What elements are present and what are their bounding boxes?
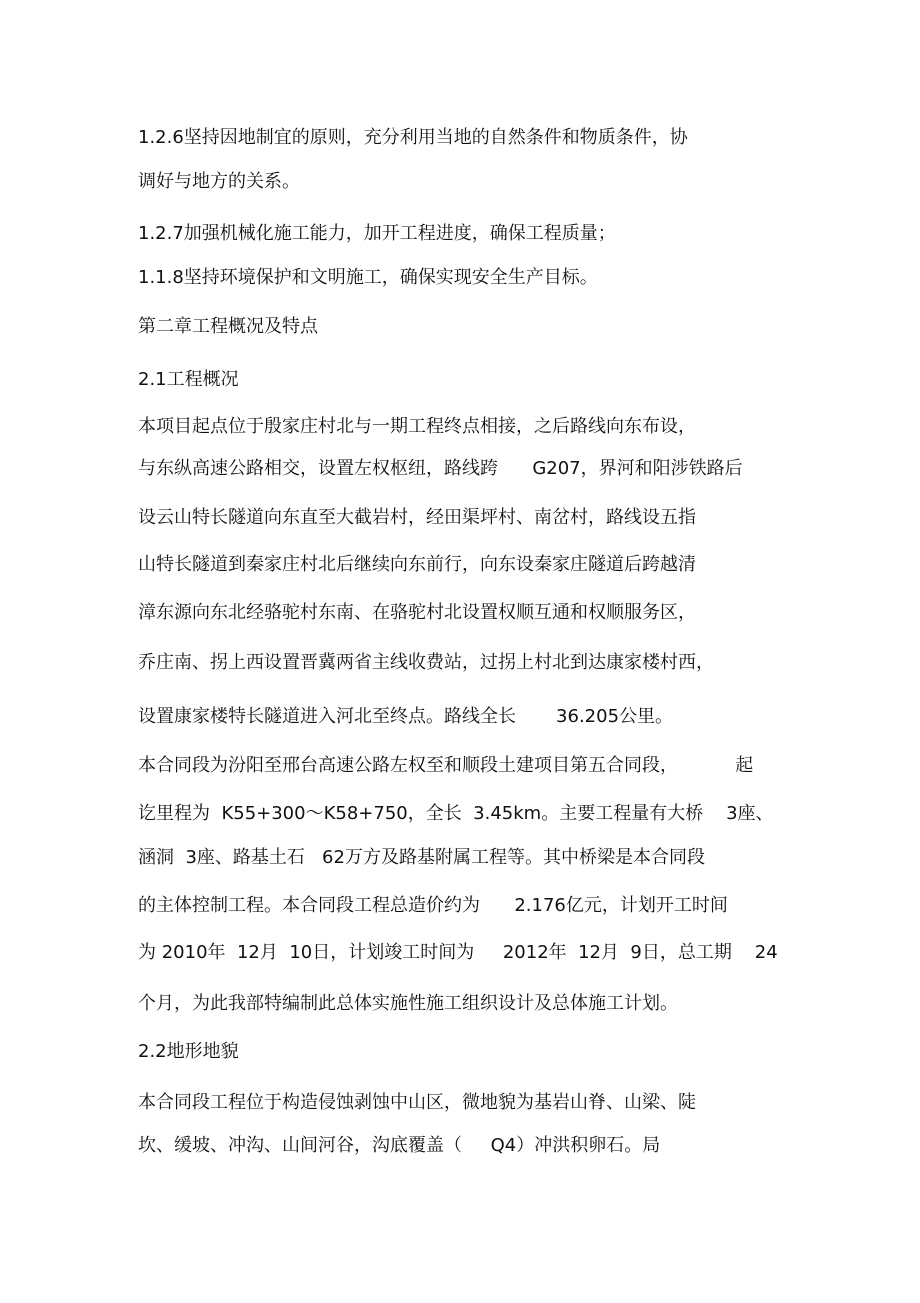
text-line: 与东纵高速公路相交，设置左权枢纽，路线跨 G207，界河和阳涉铁路后	[138, 458, 743, 479]
text-line: 调好与地方的关系。	[138, 171, 300, 192]
text-line: 坎、缓坡、冲沟、山间河谷，沟底覆盖（ Q4）冲洪积卵石。局	[138, 1135, 661, 1156]
section-heading: 2.1工程概况	[138, 369, 239, 390]
text-line: 山特长隧道到秦家庄村北后继续向东前行，向东设秦家庄隧道后跨越清	[138, 554, 696, 575]
text-line: 1.2.7加强机械化施工能力，加开工程进度，确保工程质量；	[138, 223, 616, 244]
text-line: 讫里程为 K55+300～K58+750，全长 3.45km。主要工程量有大桥 3座、	[138, 803, 774, 824]
text-line: 设置康家楼特长隧道进入河北至终点。路线全长 36.205公里。	[138, 706, 674, 727]
text-line: 漳东源向东北经骆驼村东南、在骆驼村北设置权顺互通和权顺服务区，	[138, 602, 696, 623]
text-line: 乔庄南、拐上西设置晋冀两省主线收费站，过拐上村北到达康家楼村西，	[138, 652, 714, 673]
text-line: 本合同段工程位于构造侵蚀剥蚀中山区，微地貌为基岩山脊、山梁、陡	[138, 1092, 696, 1113]
text-line: 1.2.6坚持因地制宜的原则，充分利用当地的自然条件和物质条件，协	[138, 127, 688, 148]
text-line: 本合同段为汾阳至邢台高速公路左权至和顺段土建项目第五合同段， 起	[138, 755, 754, 776]
text-line: 涵洞 3座、路基土石 62万方及路基附属工程等。其中桥梁是本合同段	[138, 847, 705, 868]
text-line: 设云山特长隧道向东直至大截岩村，经田渠坪村、南岔村，路线设五指	[138, 507, 696, 528]
text-line: 为 2010年 12月 10日，计划竣工时间为 2012年 12月 9日，总工期 24	[138, 942, 778, 963]
text-line: 的主体控制工程。本合同段工程总造价约为 2.176亿元，计划开工时间	[138, 895, 728, 916]
text-line: 个月，为此我部特编制此总体实施性施工组织设计及总体施工计划。	[138, 993, 678, 1014]
chapter-heading: 第二章工程概况及特点	[138, 316, 318, 337]
text-line: 本项目起点位于殷家庄村北与一期工程终点相接，之后路线向东布设，	[138, 416, 696, 437]
section-heading: 2.2地形地貌	[138, 1041, 239, 1062]
text-line: 1.1.8坚持环境保护和文明施工，确保实现安全生产目标。	[138, 267, 598, 288]
